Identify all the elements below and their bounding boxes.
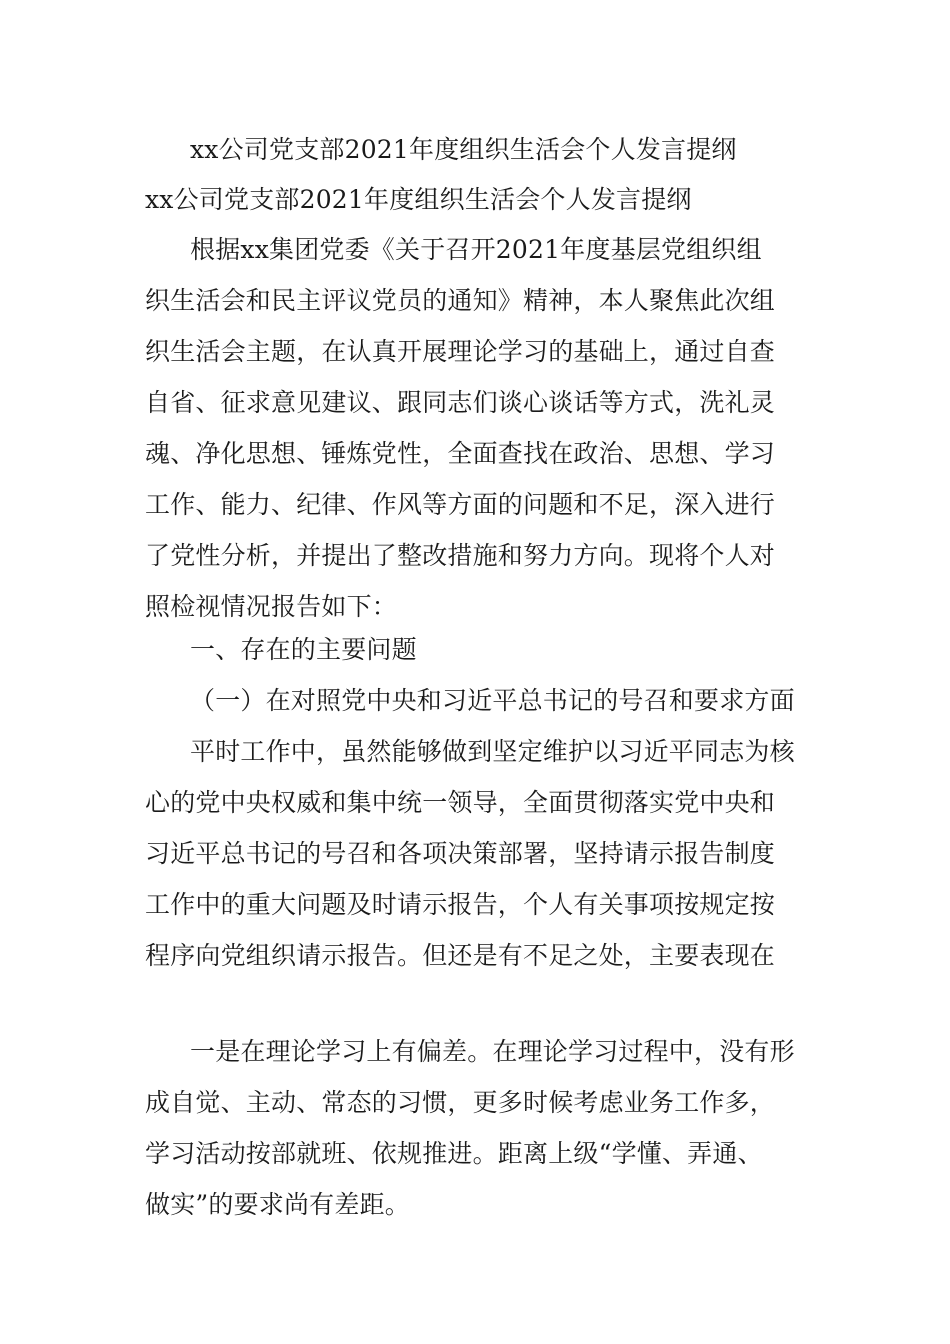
- paragraph-line: 程序向党组织请示报告。但还是有不足之处，主要表现在: [145, 941, 776, 970]
- paragraph-line: 做实”的要求尚有差距。: [145, 1190, 410, 1219]
- paragraph-line: 一是在理论学习上有偏差。在理论学习过程中，没有形: [190, 1037, 795, 1066]
- document-title-repeat: xx公司党支部2021年度组织生活会个人发言提纲: [145, 185, 692, 214]
- paragraph-line: 平时工作中，虽然能够做到坚定维护以习近平同志为核: [190, 737, 795, 766]
- subsection-heading: （一）在对照党中央和习近平总书记的号召和要求方面: [190, 686, 795, 715]
- paragraph-line: 自省、征求意见建议、跟同志们谈心谈话等方式，洗礼灵: [145, 388, 776, 417]
- paragraph-line: 了党性分析，并提出了整改措施和努力方向。现将个人对: [145, 541, 776, 570]
- paragraph-line: 习近平总书记的号召和各项决策部署，坚持请示报告制度: [145, 839, 776, 868]
- paragraph-line: 织生活会主题，在认真开展理论学习的基础上，通过自查: [145, 337, 776, 366]
- section-heading: 一、存在的主要问题: [190, 635, 417, 664]
- document-title: xx公司党支部2021年度组织生活会个人发言提纲: [190, 135, 737, 164]
- paragraph-line: 心的党中央权威和集中统一领导，全面贯彻落实党中央和: [145, 788, 776, 817]
- paragraph-line: 工作、能力、纪律、作风等方面的问题和不足，深入进行: [145, 490, 776, 519]
- paragraph-line: 织生活会和民主评议党员的通知》精神，本人聚焦此次组: [145, 286, 776, 315]
- paragraph-line: 工作中的重大问题及时请示报告，个人有关事项按规定按: [145, 890, 776, 919]
- paragraph-line: 魂、净化思想、锤炼党性，全面查找在政治、思想、学习: [145, 439, 776, 468]
- paragraph-line: 根据xx集团党委《关于召开2021年度基层党组织组: [190, 235, 762, 264]
- paragraph-line: 学习活动按部就班、依规推进。距离上级“学懂、弄通、: [145, 1139, 763, 1168]
- paragraph-line: 成自觉、主动、常态的习惯，更多时候考虑业务工作多，: [145, 1088, 776, 1117]
- paragraph-line: 照检视情况报告如下：: [145, 592, 398, 621]
